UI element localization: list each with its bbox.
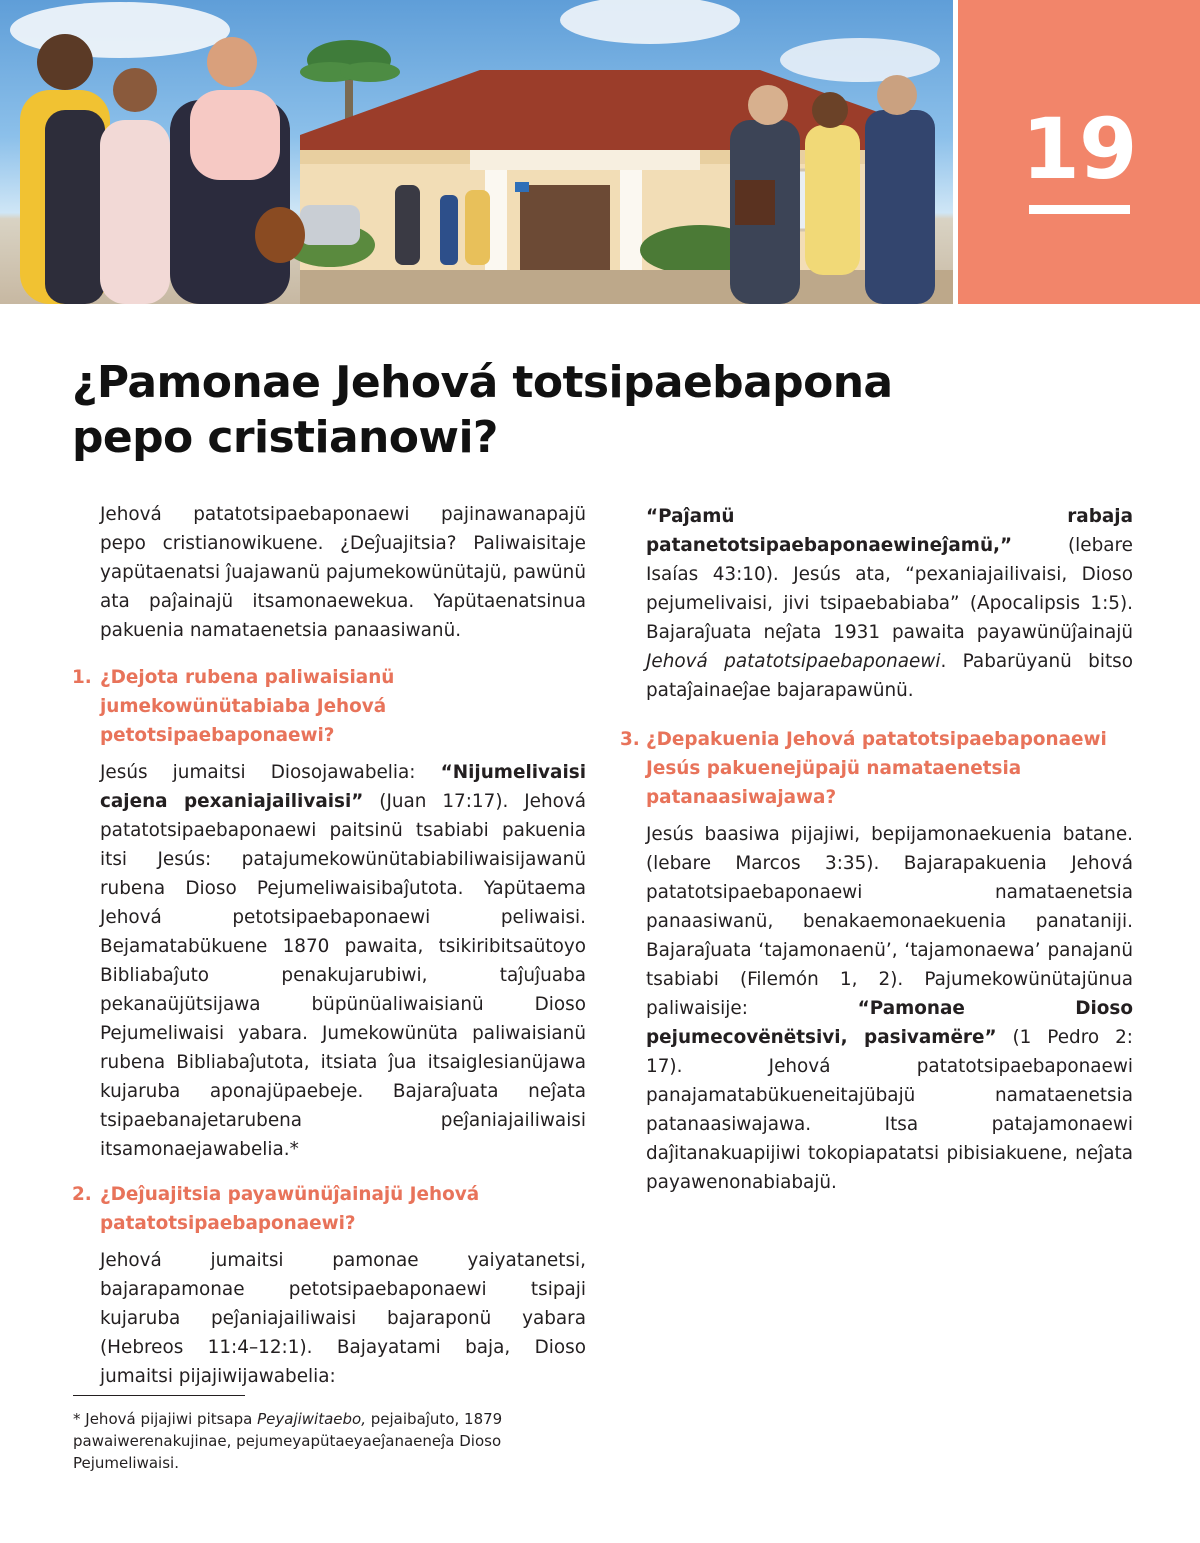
chapter-underline bbox=[1029, 205, 1130, 214]
question-1-text: ¿Dejota rubena paliwaisianü jumekowünütabiaba Jehová petotsipaebaponaewi? bbox=[100, 667, 395, 746]
answer-3-text-b: (1 Pedro 2: 17). Jehová patatotsipaebaponaewi panajamatabükueneitajübajü namataenetsia patanaasiwajawa. Itsa patajamonaewi daĵitanakuapijiwi tokopiapatatsi pibisiakuene, neĵata payawenonabiabajü. bbox=[646, 1027, 1133, 1193]
answer-1-text-b: (Juan 17:17). Jehová patatotsipaebaponaewi paitsinü tsabiabi pakuenia itsi Jesús: patajumekowünütabiabiliwaisijawanü rubena Dioso Pejumeliwaisibaĵutota. Yapütaema Jehová petotsipaebaponaewi peliwaisi. Bejamatabükuene 1870 pawaita, tsikiribitsaütoyo Bibliabaĵuto penakujarubiwi, taĵuĵuaba pekanaüjütsijawa büpünüaliwaisianü Dioso Pejumeliwaisi yabara. Jumekowünüta paliwaisianü rubena Bibliabaĵutota, itsiata ĵua itsaiglesianüjawa kujaruba aponajüpaebeje. Bajaraĵuata neĵata tsipaebanajetarubena peĵaniajailiwaisi itsamonaejawabelia.* bbox=[100, 791, 587, 1160]
intro-paragraph: Jehová patatotsipaebaponaewi pajinawanapajü pepo cristianowikuene. ¿Deĵuajitsia? Paliwaisitaje yapütaenatsi ĵuajawanü pajumekowünütajü, pawünü ata paĵainajü itsamonaewekua. Yapütaenatsinua pakuenia namataenetsia panaasiwanü. bbox=[100, 504, 586, 641]
right-column bbox=[620, 502, 1134, 1215]
question-2 bbox=[72, 1180, 586, 1238]
answer-2-paragraph-continued bbox=[646, 502, 1133, 705]
question-1-number: 1. bbox=[72, 667, 92, 688]
left-column bbox=[72, 500, 587, 1387]
answer-3-paragraph bbox=[646, 820, 1133, 1197]
answer-2-text-b: (lebare Isaías 43:10). Jesús ata, “pexaniajailivaisi, Dioso pejumelivaisi, jivi tsipaebabiaba” (Apocalipsis 1:5). Bajaraĵuata neĵata 1931 pawaita payawünüĵainajü bbox=[646, 535, 1133, 643]
question-2-number: 2. bbox=[72, 1184, 92, 1205]
question-1 bbox=[72, 663, 586, 750]
answer-1-text-a: Jesús jumaitsi Diosojawabelia: bbox=[100, 762, 441, 783]
answer-1-quote: “Nijumelivaisi cajena pexaniajailivaisi” bbox=[100, 762, 586, 812]
photo-illustration bbox=[0, 0, 953, 304]
chapter-badge bbox=[958, 0, 1200, 304]
answer-2-text-a: Jehová jumaitsi pamonae yaiyatanetsi, bajarapamonae petotsipaebaponaewi tsipaji kujaruba peĵaniajailiwaisi bajaraponü yabara (Hebreos 11:4–12:1). Bajayatami baja, Dioso jumaitsi pijajiwijawabelia: bbox=[100, 1250, 586, 1387]
question-3-number: 3. bbox=[620, 729, 640, 750]
footnote bbox=[73, 1408, 543, 1474]
question-2-text: ¿Deĵuajitsia payawünüĵainajü Jehová patatotsipaebaponaewi? bbox=[100, 1184, 480, 1234]
answer-2-paragraph-start bbox=[100, 1246, 586, 1387]
answer-2-text-c: . Pabarüyanü bitso pataĵainaeĵae bajarapawünü. bbox=[646, 651, 1134, 701]
footnote-marker: * bbox=[73, 1410, 86, 1428]
chapter-number: 19 bbox=[1021, 100, 1137, 198]
footnote-text-a: Jehová pijajiwi pitsapa bbox=[85, 1410, 258, 1428]
answer-3-quote: “Pamonae Dioso pejumecovënëtsivi, pasivamëre” bbox=[646, 998, 1133, 1048]
question-3-text: ¿Depakuenia Jehová patatotsipaebaponaewi Jesús pakuenejüpajü namataenetsia patanaasiwajawa? bbox=[646, 729, 1107, 808]
answer-1-paragraph bbox=[100, 758, 586, 1164]
question-3 bbox=[620, 725, 1133, 812]
header-photo bbox=[0, 0, 953, 304]
answer-2-name: Jehová patatotsipaebaponaewi bbox=[646, 651, 941, 672]
answer-3-text-a: Jesús baasiwa pijajiwi, bepijamonaekuenia batane. (lebare Marcos 3:35). Bajarapakuenia Jehová patatotsipaebaponaewi namataenetsia panaasiwanü, benakaemonaekuenia panataniji. Bajaraĵuata ‘tajamonaenü’, ‘tajamonaewa’ panajanü tsabiabi (Filemón 1, 2). Pajumekowünütajünua paliwaisije: bbox=[646, 824, 1133, 1019]
footnote-text-b: pejaibaĵuto, 1879 pawaiwerenakujinae, pejumeyapütaeyaeĵanaeneĵa Dioso Pejumeliwaisi. bbox=[73, 1410, 503, 1472]
page-title: ¿Pamonae Jehová totsipaebapona pepo cristianowi? bbox=[72, 357, 893, 463]
answer-2-quote: “Paĵamü rabaja patanetotsipaebaponaewineĵamü,” bbox=[646, 506, 1133, 556]
footnote-divider bbox=[73, 1395, 245, 1396]
footnote-title: Peyajiwitaebo, bbox=[257, 1410, 366, 1428]
